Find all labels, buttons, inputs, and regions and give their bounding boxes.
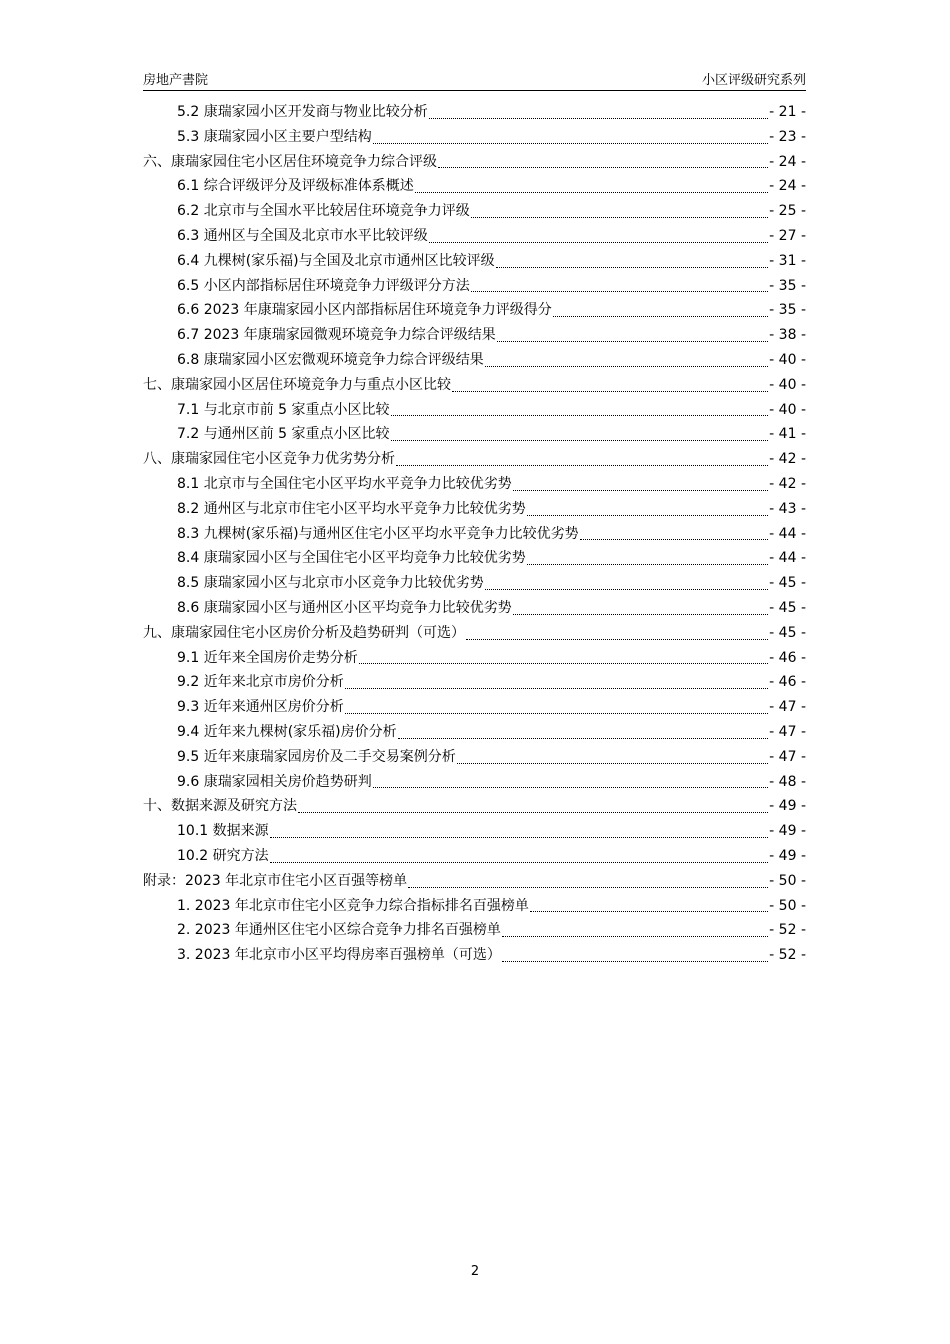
toc-entry-title: 9.5 近年来康瑞家园房价及二手交易案例分析 <box>177 748 456 765</box>
toc-dot-leader <box>373 135 768 144</box>
toc-entry-page: - 27 - <box>769 227 806 244</box>
toc-dot-leader <box>408 879 768 888</box>
toc-entry-page: - 45 - <box>769 599 806 616</box>
toc-section-entry[interactable] <box>143 497 806 522</box>
toc-dot-leader <box>502 953 768 962</box>
toc-dot-leader <box>345 680 768 689</box>
toc-dot-leader <box>497 333 768 342</box>
toc-entry-title: 9.1 近年来全国房价走势分析 <box>177 649 358 666</box>
toc-entry-title: 5.3 康瑞家园小区主要户型结构 <box>177 128 372 145</box>
toc-entry-page: - 44 - <box>769 550 806 567</box>
toc-entry-page: - 35 - <box>769 277 806 294</box>
toc-entry-title: 9.6 康瑞家园相关房价趋势研判 <box>177 773 372 790</box>
toc-entry-page: - 45 - <box>769 624 806 641</box>
toc-section-entry[interactable] <box>143 720 806 745</box>
toc-entry-title: 3. 2023 年北京市小区平均得房率百强榜单（可选） <box>177 947 501 964</box>
toc-entry-title: 六、康瑞家园住宅小区居住环境竞争力综合评级 <box>143 153 437 170</box>
toc-entry-title: 8.4 康瑞家园小区与全国住宅小区平均竞争力比较优劣势 <box>177 550 526 567</box>
toc-entry-page: - 52 - <box>769 922 806 939</box>
toc-entry-title: 附录：2023 年北京市住宅小区百强等榜单 <box>143 872 408 889</box>
toc-dot-leader <box>270 829 769 838</box>
page-number: 2 <box>470 1264 480 1279</box>
toc-entry-page: - 23 - <box>769 128 806 145</box>
toc-dot-leader <box>415 184 768 193</box>
toc-entry-page: - 52 - <box>769 947 806 964</box>
toc-section-entry[interactable] <box>143 571 806 596</box>
toc-entry-title: 8.5 康瑞家园小区与北京市小区竞争力比较优劣势 <box>177 575 484 592</box>
toc-section-entry[interactable] <box>143 274 806 299</box>
toc-dot-leader <box>527 507 768 516</box>
toc-dot-leader <box>485 581 768 590</box>
toc-section-entry[interactable] <box>143 249 806 274</box>
toc-entry-title: 6.7 2023 年康瑞家园微观环境竞争力综合评级结果 <box>177 327 496 344</box>
toc-dot-leader <box>496 259 769 268</box>
toc-section-entry[interactable] <box>143 298 806 323</box>
toc-entry-page: - 50 - <box>769 872 806 889</box>
toc-chapter-entry[interactable] <box>143 447 806 472</box>
toc-dot-leader <box>270 854 769 863</box>
toc-section-entry[interactable] <box>143 472 806 497</box>
toc-entry-title: 8.2 通州区与北京市住宅小区平均水平竞争力比较优劣势 <box>177 500 526 517</box>
toc-entry-page: - 46 - <box>769 674 806 691</box>
toc-dot-leader <box>485 358 768 367</box>
toc-section-entry[interactable] <box>143 943 806 968</box>
toc-dot-leader <box>513 606 768 615</box>
toc-dot-leader <box>391 407 769 416</box>
toc-dot-leader <box>391 432 769 441</box>
toc-entry-title: 6.5 小区内部指标居住环境竞争力评级评分方法 <box>177 277 470 294</box>
toc-entry-page: - 47 - <box>769 723 806 740</box>
toc-entry-page: - 40 - <box>769 351 806 368</box>
toc-section-entry[interactable] <box>143 770 806 795</box>
toc-section-entry[interactable] <box>143 596 806 621</box>
toc-chapter-entry[interactable] <box>143 869 806 894</box>
toc-section-entry[interactable] <box>143 546 806 571</box>
toc-section-entry[interactable] <box>143 422 806 447</box>
toc-entry-title: 2. 2023 年通州区住宅小区综合竞争力排名百强榜单 <box>177 922 501 939</box>
toc-dot-leader <box>345 705 768 714</box>
toc-entry-page: - 48 - <box>769 773 806 790</box>
toc-entry-title: 7.1 与北京市前 5 家重点小区比较 <box>177 401 390 418</box>
toc-dot-leader <box>438 159 768 168</box>
table-of-contents <box>143 100 806 968</box>
toc-dot-leader <box>553 308 768 317</box>
header-series-title: 小区评级研究系列 <box>701 73 806 88</box>
toc-section-entry[interactable] <box>143 398 806 423</box>
toc-dot-leader <box>429 234 768 243</box>
toc-entry-title: 9.4 近年来九棵树(家乐福)房价分析 <box>177 723 397 740</box>
toc-entry-page: - 35 - <box>769 302 806 319</box>
toc-entry-title: 7.2 与通州区前 5 家重点小区比较 <box>177 426 390 443</box>
toc-entry-page: - 25 - <box>769 203 806 220</box>
toc-section-entry[interactable] <box>143 224 806 249</box>
toc-entry-title: 九、康瑞家园住宅小区房价分析及趋势研判（可选） <box>143 624 465 641</box>
toc-entry-page: - 45 - <box>769 575 806 592</box>
toc-section-entry[interactable] <box>143 522 806 547</box>
toc-section-entry[interactable] <box>143 348 806 373</box>
toc-section-entry[interactable] <box>143 918 806 943</box>
toc-dot-leader <box>471 283 768 292</box>
toc-entry-title: 6.4 九棵树(家乐福)与全国及北京市通州区比较评级 <box>177 252 495 269</box>
toc-dot-leader <box>530 903 768 912</box>
toc-entry-page: - 40 - <box>769 376 806 393</box>
toc-section-entry[interactable] <box>143 844 806 869</box>
toc-entry-page: - 24 - <box>769 178 806 195</box>
toc-entry-page: - 42 - <box>769 451 806 468</box>
toc-dot-leader <box>398 730 769 739</box>
toc-chapter-entry[interactable] <box>143 373 806 398</box>
toc-entry-title: 十、数据来源及研究方法 <box>143 798 297 815</box>
toc-section-entry[interactable] <box>143 174 806 199</box>
toc-dot-leader <box>502 928 768 937</box>
toc-entry-page: - 40 - <box>769 401 806 418</box>
toc-entry-title: 10.2 研究方法 <box>177 847 269 864</box>
toc-entry-title: 6.1 综合评级评分及评级标准体系概述 <box>177 178 414 195</box>
page-header <box>143 68 806 91</box>
toc-entry-page: - 47 - <box>769 748 806 765</box>
toc-entry-title: 5.2 康瑞家园小区开发商与物业比较分析 <box>177 104 428 120</box>
toc-entry-title: 6.8 康瑞家园小区宏微观环境竞争力综合评级结果 <box>177 351 484 368</box>
toc-chapter-entry[interactable] <box>143 621 806 646</box>
toc-entry-page: - 41 - <box>769 426 806 443</box>
toc-entry-page: - 47 - <box>769 699 806 716</box>
toc-entry-title: 9.3 近年来通州区房价分析 <box>177 699 344 716</box>
toc-dot-leader <box>359 655 768 664</box>
toc-dot-leader <box>580 531 769 540</box>
toc-entry-title: 10.1 数据来源 <box>177 823 269 840</box>
toc-entry-title: 8.6 康瑞家园小区与通州区小区平均竞争力比较优劣势 <box>177 599 512 616</box>
toc-entry-title: 9.2 近年来北京市房价分析 <box>177 674 344 691</box>
toc-section-entry[interactable] <box>143 199 806 224</box>
toc-dot-leader <box>471 209 768 218</box>
toc-entry-title: 6.2 北京市与全国水平比较居住环境竞争力评级 <box>177 203 470 220</box>
toc-entry-title: 1. 2023 年北京市住宅小区竞争力综合指标排名百强榜单 <box>177 897 529 914</box>
toc-section-entry[interactable] <box>143 670 806 695</box>
toc-section-entry[interactable] <box>143 695 806 720</box>
toc-dot-leader <box>429 110 768 119</box>
toc-entry-page: - 42 - <box>769 475 806 492</box>
toc-section-entry[interactable] <box>143 745 806 770</box>
toc-chapter-entry[interactable] <box>143 794 806 819</box>
toc-dot-leader <box>298 804 768 813</box>
toc-dot-leader <box>466 631 768 640</box>
toc-section-entry[interactable] <box>143 125 806 150</box>
toc-dot-leader <box>373 779 768 788</box>
toc-entry-page: - 49 - <box>769 798 806 815</box>
toc-dot-leader <box>396 457 768 466</box>
toc-entry-title: 8.1 北京市与全国住宅小区平均水平竞争力比较优劣势 <box>177 475 512 492</box>
toc-entry-title: 6.3 通州区与全国及北京市水平比较评级 <box>177 227 428 244</box>
toc-dot-leader <box>457 755 768 764</box>
toc-entry-page: - 38 - <box>769 327 806 344</box>
toc-entry-title: 6.6 2023 年康瑞家园小区内部指标居住环境竞争力评级得分 <box>177 302 552 319</box>
toc-entry-page: - 46 - <box>769 649 806 666</box>
toc-entry-page: - 31 - <box>769 252 806 269</box>
toc-entry-page: - 24 - <box>769 153 806 170</box>
toc-entry-title: 七、康瑞家园小区居住环境竞争力与重点小区比较 <box>143 376 451 393</box>
toc-entry-page: - 50 - <box>769 897 806 914</box>
toc-entry-page: - 44 - <box>769 525 806 542</box>
toc-section-entry[interactable] <box>143 323 806 348</box>
toc-dot-leader <box>452 383 768 392</box>
header-publisher: 房地产書院 <box>143 73 209 88</box>
toc-section-entry[interactable] <box>143 819 806 844</box>
toc-dot-leader <box>513 482 768 491</box>
toc-section-entry[interactable] <box>143 646 806 671</box>
toc-section-entry[interactable] <box>143 894 806 919</box>
toc-dot-leader <box>527 556 768 565</box>
toc-entry-page: - 49 - <box>769 823 806 840</box>
toc-entry-page: - 43 - <box>769 500 806 517</box>
toc-entry-page: - 21 - <box>769 104 806 120</box>
toc-entry-page: - 49 - <box>769 847 806 864</box>
toc-entry-title: 8.3 九棵树(家乐福)与通州区住宅小区平均水平竞争力比较优劣势 <box>177 525 579 542</box>
toc-entry-title: 八、康瑞家园住宅小区竞争力优劣势分析 <box>143 451 395 468</box>
toc-section-entry[interactable] <box>143 100 806 125</box>
toc-chapter-entry[interactable] <box>143 150 806 175</box>
